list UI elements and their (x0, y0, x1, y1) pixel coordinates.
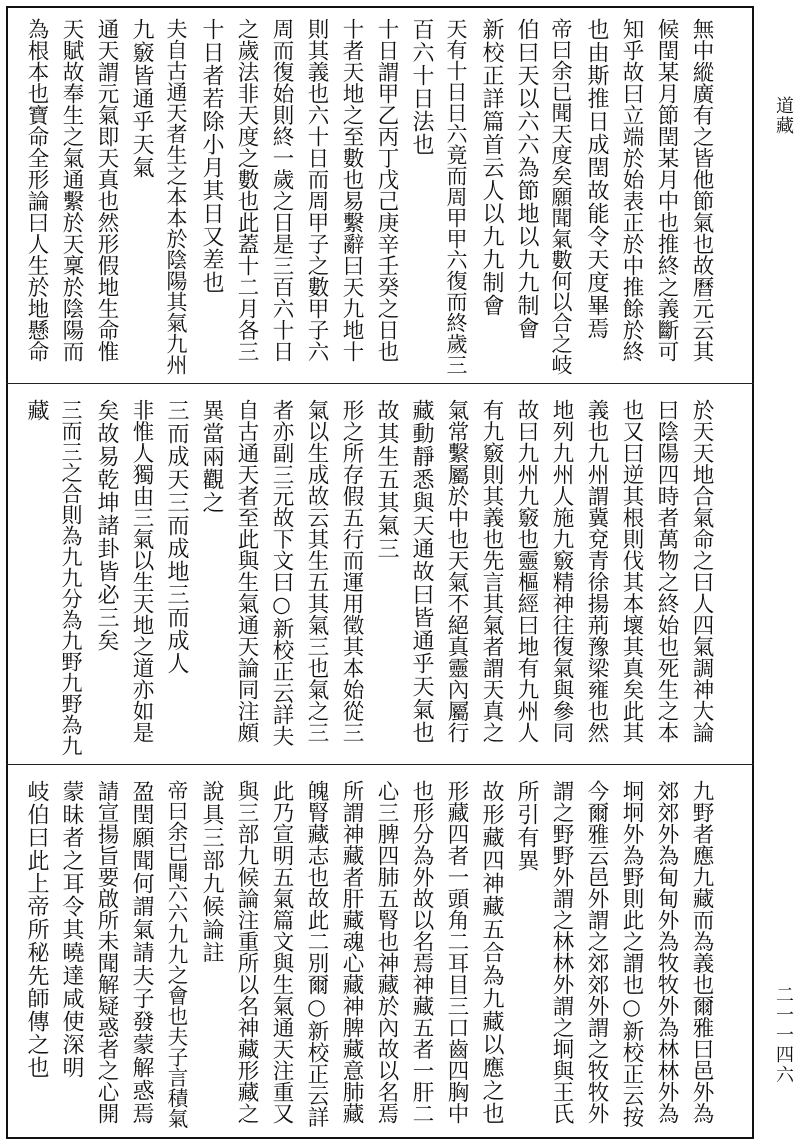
text-column: 今爾雅云邑外謂之郊郊外謂之牧牧外 (584, 780, 609, 1124)
text-column: 九野者應九藏而為義也爾雅曰邑外為 (689, 780, 714, 1124)
text-column: 無中縱廣有之皆他節氣也故曆元云其 (689, 18, 714, 362)
text-column: 新校正詳篇首云人以九九制會 (479, 18, 504, 317)
text-column: 則其義也六十日而周甲子之數甲子六 (304, 18, 329, 362)
text-column: 有九竅則其義也先言其氣者謂天真之 (479, 399, 504, 743)
text-column: 周而復始則終一歲之日是三百六十日 (269, 18, 294, 362)
text-column: 請宣揚旨要啟所未聞解疑惑者之心開 (94, 780, 119, 1124)
panel-middle (8, 391, 752, 762)
text-column: 此乃宣明五氣篇文與生氣通天注重又 (269, 780, 294, 1124)
text-column: 異當兩觀之 (199, 399, 224, 514)
text-column: 故曰九州九竅也靈樞經曰地有九州人 (514, 399, 539, 743)
text-column: 岐伯曰此上帝所秘先師傳之也 (24, 780, 49, 1079)
text-column: 天有十日日六竟而周甲甲六復而終歲三 (444, 18, 468, 375)
text-column: 坰坰外為野則此之謂也○新校正云按 (619, 780, 644, 1128)
text-column: 通天謂元氣即天真也然形假地生命惟 (94, 18, 119, 362)
panel-divider-2 (6, 764, 754, 765)
text-column: 說具三部九候論註 (199, 780, 224, 964)
text-column: 為根本也寶命全形論曰人生於地懸命 (24, 18, 49, 362)
text-column: 之歲法非天度之數也此蓋十二月各三 (234, 18, 259, 362)
text-column: 故形藏四神藏五合為九藏以應之也 (479, 780, 504, 1125)
text-column: 所謂神藏者肝藏魂心藏神脾藏意肺藏 (339, 780, 364, 1124)
text-column: 氣以生成故云其生五其氣三也氣之三 (304, 399, 329, 743)
text-column: 自古通天者至此與生氣通天論同注頗 (234, 399, 259, 743)
panel-top (8, 10, 752, 381)
margin-title: 道藏 (773, 96, 794, 136)
text-column: 夫自古通天者生之本本於陰陽其氣九州 (164, 18, 188, 375)
text-column: 也由斯推日成閏故能令天度畢焉 (584, 18, 609, 340)
text-column: 故其生五其氣三 (374, 399, 399, 560)
text-column: 與三部九候論注重所以名神藏形藏之 (234, 780, 259, 1124)
text-column: 形之所存假五行而運用徵其本始從三 (339, 399, 364, 743)
text-column: 所引有異 (514, 780, 539, 872)
text-column: 者亦副三元故下文曰○新校正云詳夫 (269, 399, 294, 747)
text-column: 於天天地合氣命之曰人四氣調神大論 (689, 399, 714, 743)
text-column: 矣故易乾坤諸卦皆必三矣 (94, 399, 119, 652)
text-column: 非惟人獨由三氣以生天地之道亦如是 (129, 399, 154, 743)
text-column: 十日者若除小月其日又差也 (199, 18, 224, 294)
text-column: 知乎故曰立端於始表正於中推餘於終 (619, 18, 644, 362)
text-column: 帝曰余已聞六六九九之會也夫子言積氣 (164, 780, 188, 1129)
text-column: 九竅皆通乎天氣 (129, 18, 154, 179)
text-column: 地列九州人施九竅精神往復氣與參同 (549, 399, 574, 743)
text-column: 蒙昧者之耳令其曉達咸使深明 (59, 780, 84, 1079)
text-column: 盈閏願聞何謂氣請夫子發蒙解惑焉 (129, 780, 154, 1125)
text-column: 伯曰天以六六為節地以九九制會 (514, 18, 539, 340)
text-column: 魄腎藏志也故此二別爾○新校正云詳 (304, 780, 329, 1128)
text-column: 曰陰陽四時者萬物之終始也死生之本 (654, 399, 679, 743)
text-column: 義也九州謂冀兗青徐揚荊豫梁雍也然 (584, 399, 609, 743)
text-column: 郊郊外為甸甸外為牧牧外為林林外為 (654, 780, 679, 1124)
text-column: 三而成天三而成地三而成人 (164, 399, 189, 675)
text-column: 謂之野野外謂之林林外謂之坰與王氏 (549, 780, 574, 1124)
text-column: 十日謂甲乙丙丁戊己庚辛壬癸之日也 (374, 18, 399, 362)
text-column: 三而三之合則為九九分為九野九野為九 (59, 399, 83, 756)
text-column: 心三脾四肺五腎也神藏於內故以名焉 (374, 780, 399, 1124)
panel-divider-1 (6, 383, 754, 384)
text-column: 藏動靜悉與天通故曰皆通乎天氣也 (409, 399, 434, 744)
text-column: 候閏某月節閏某月中也推終之義斷可 (654, 18, 679, 362)
text-column: 天賦故奉生之氣通繫於天稟於陰陽而 (59, 18, 84, 362)
text-column: 藏 (24, 399, 49, 422)
text-column: 也又曰逆其根則伐其本壞其真矣此其 (619, 399, 644, 743)
text-column: 也形分為外故以名焉神藏五者一肝二 (409, 780, 434, 1124)
text-column: 形藏四者一頭角二耳目三口齒四胸中 (444, 780, 469, 1124)
text-column: 百六十日法也 (409, 18, 434, 156)
margin-page-number: 二一一四六 (773, 985, 794, 1085)
text-column: 氣常繫屬於中也天氣不絕真靈內屬行 (444, 399, 469, 743)
panel-bottom (8, 772, 752, 1136)
text-column: 帝曰余已聞天度矣願聞氣數何以合之岐 (549, 18, 573, 375)
text-column: 十者天地之至數也易繫辭曰天九地十 (339, 18, 364, 362)
